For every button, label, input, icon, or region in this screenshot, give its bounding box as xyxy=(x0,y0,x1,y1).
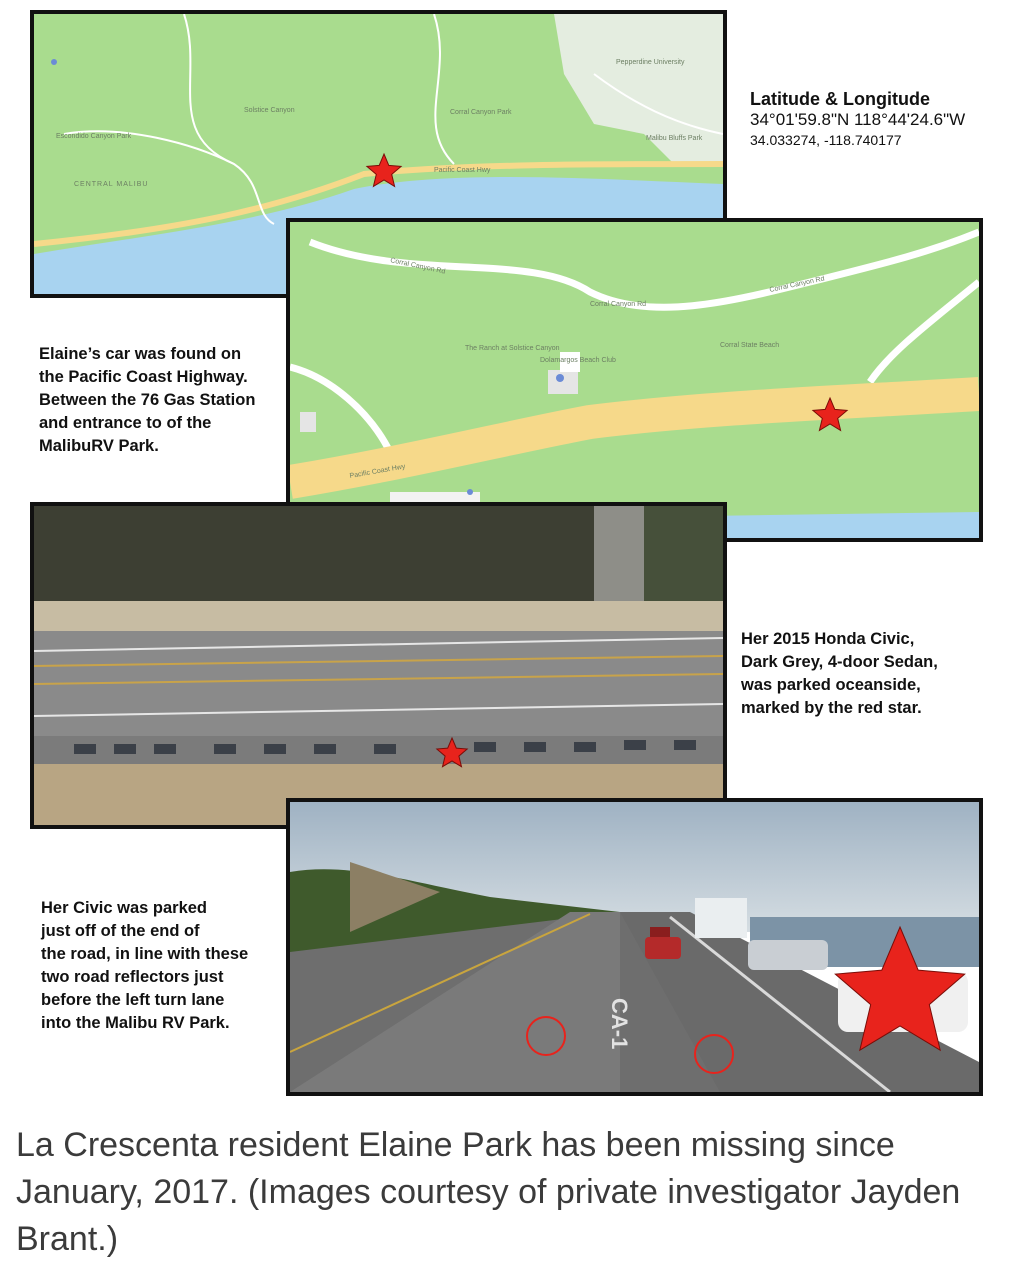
note-found-line: and entrance to of the xyxy=(39,414,212,432)
note-found-line: Between the 76 Gas Station xyxy=(39,391,256,409)
note-parked-line: before the left turn lane xyxy=(41,991,225,1009)
map1-label-escondido: Escondido Canyon Park xyxy=(56,133,132,140)
map-zoom-panel xyxy=(286,218,983,542)
note-parked-line: into the Malibu RV Park. xyxy=(41,1014,230,1032)
investigation-collage xyxy=(14,0,996,1106)
note-parked-line: just off of the end of xyxy=(41,922,200,940)
note-parked-location xyxy=(41,897,281,1035)
map-zoom xyxy=(290,222,979,538)
note-car-description xyxy=(741,628,991,720)
aerial-view xyxy=(34,506,723,825)
note-parked-line: two road reflectors just xyxy=(41,968,224,986)
note-found-line: the Pacific Coast Highway. xyxy=(39,368,248,386)
map1-label-central-malibu: CENTRAL MALIBU xyxy=(74,181,149,188)
coords-decimal: 34.033274, -118.740177 xyxy=(750,132,902,148)
coordinates-block xyxy=(750,88,965,150)
map2-label-pch: Pacific Coast Hwy xyxy=(349,463,406,480)
map2-label-corral-rd-1: Corral Canyon Rd xyxy=(389,257,446,276)
map2-label-corral-rd-2: Corral Canyon Rd xyxy=(590,301,647,308)
note-parked-line: the road, in line with these xyxy=(41,945,249,963)
photo-caption: La Crescenta resident Elaine Park has been missing since January, 2017. (Images courtesy of private investigator Jayden Brant.) xyxy=(16,1126,961,1258)
map2-label-ranch: The Ranch at Solstice Canyon xyxy=(465,345,560,352)
street-sign-ca1: CA-1 xyxy=(607,998,632,1050)
map1-label-pch: Pacific Coast Hwy xyxy=(434,167,491,174)
note-car-line: marked by the red star. xyxy=(741,699,922,717)
map1-label-pepperdine: Pepperdine University xyxy=(616,59,685,66)
map2-label-corral-state-beach: Corral State Beach xyxy=(720,342,780,349)
map1-label-solstice: Solstice Canyon xyxy=(244,107,295,114)
map2-label-beach-club: Dolamargos Beach Club xyxy=(540,357,616,364)
street-view xyxy=(290,802,979,1092)
note-car-line: Her 2015 Honda Civic, xyxy=(741,630,915,648)
map2-label-corral-rd-3: Corral Canyon Rd xyxy=(768,275,826,294)
street-view-panel xyxy=(286,798,983,1096)
map1-label-corral-park: Corral Canyon Park xyxy=(450,109,512,116)
note-found-line: Elaine’s car was found on xyxy=(39,345,242,363)
map1-label-malibu-bluffs: Malibu Bluffs Park xyxy=(646,135,703,142)
note-car-found xyxy=(39,343,284,458)
note-car-line: Dark Grey, 4-door Sedan, xyxy=(741,653,938,671)
note-found-line: MalibuRV Park. xyxy=(39,437,159,455)
note-car-line: was parked oceanside, xyxy=(741,676,921,694)
aerial-view-panel xyxy=(30,502,727,829)
note-parked-line: Her Civic was parked xyxy=(41,899,207,917)
coords-heading: Latitude & Longitude xyxy=(750,89,930,109)
coords-dms: 34°01'59.8"N 118°44'24.6"W xyxy=(750,110,966,129)
